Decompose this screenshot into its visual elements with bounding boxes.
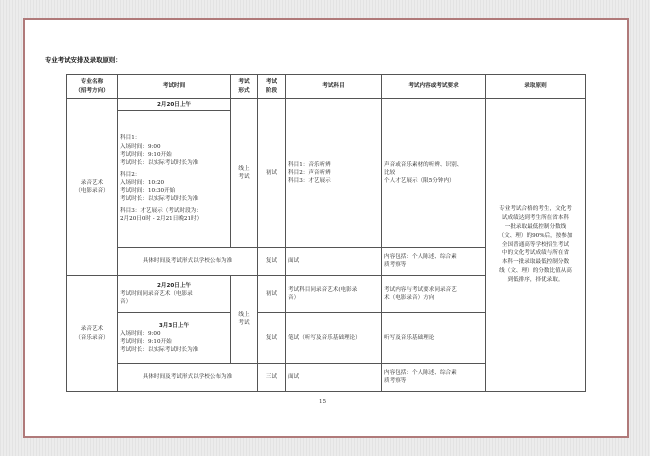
header-row (67, 75, 586, 99)
header-time: 考试时间 (118, 75, 231, 99)
table-row (67, 99, 586, 111)
music-prelim-content: 考试内容与考试要求同录音艺 术（电影录音）方向 (382, 276, 486, 313)
exam-schedule-table (66, 74, 586, 392)
header-form: 考试 形式 (231, 75, 258, 99)
admission-principle: 专业考试合格的考生，文化考 试成绩达到考生所在省本科 一批录取最低控制分数线 （文、理）的90%后，按参加 全国普通高等学校招生考试 中的文化考试成绩与所在省 本科一批录取最低控制分数 线（文、理）的分数比值从高 到低排序，择优录取。 (486, 99, 586, 392)
page-number: 15 (319, 399, 327, 405)
music-retest-subject: 笔试（听写及音乐基础理论） (286, 313, 382, 363)
film-retest-time: 具体时间及考试形式以学校公布为准 (118, 247, 258, 275)
music-exam-form: 线上 考试 (231, 276, 258, 363)
film-stage-retest: 复试 (258, 247, 286, 275)
header-admission: 录取原则 (486, 75, 586, 99)
music-retest-content: 听写及音乐基础理论 (382, 313, 486, 363)
music-stage-retest: 复试 (258, 313, 286, 363)
music-final-subject: 面试 (286, 363, 382, 391)
film-exam-schedule: 科目1： 入场时间：9:00 考试时间：9:10开始 考试时长：以实际考试时长为准 科目2： 入场时间：10:20 考试时间：10:30开始 考试时长：以实际考试时长为准 科目3：才艺展示（考试时段为： 2月20日0时 - 2月21日晚21时） (118, 111, 231, 248)
header-subject: 考试科目 (286, 75, 382, 99)
major-music: 录音艺术 （音乐录音） (67, 276, 118, 392)
music-prelim-subject: 考试科目同录音艺术(电影录 音） (286, 276, 382, 313)
film-stage-prelim: 初试 (258, 99, 286, 248)
music-stage-prelim: 初试 (258, 276, 286, 313)
header-stage: 考试 阶段 (258, 75, 286, 99)
section-title: 专业考试安排及录取原则： (45, 56, 122, 64)
music-final-content: 内容包括：个人陈述、综合素 质考察等 (382, 363, 486, 391)
film-exam-form: 线上 考试 (231, 99, 258, 248)
major-film: 录音艺术 （电影录音） (67, 99, 118, 276)
music-stage-final: 三试 (258, 363, 286, 391)
film-retest-subject: 面试 (286, 247, 382, 275)
header-content: 考试内容或考试要求 (382, 75, 486, 99)
film-exam-date: 2月20日上午 (118, 99, 231, 111)
film-prelim-content: 声音或音乐素材的听辨、识别、 比较 个人才艺展示（限5分钟内） (382, 99, 486, 248)
header-major: 专业名称 （招考方向） (67, 75, 118, 99)
music-final-time: 具体时间及考试形式以学校公布为准 (118, 363, 258, 391)
music-prelim-time: 2月20日上午 考试时间同录音艺术（电影录 音） (118, 276, 231, 313)
film-prelim-subjects: 科目1：音乐听辨 科目2：声音听辨 科目3：才艺展示 (286, 99, 382, 248)
film-retest-content: 内容包括：个人陈述、综合素 质考察等 (382, 247, 486, 275)
music-retest-time: 3月3日上午 入场时间：9:00 考试时间：9:10开始 考试时长：以实际考试时长为准 (118, 313, 231, 363)
